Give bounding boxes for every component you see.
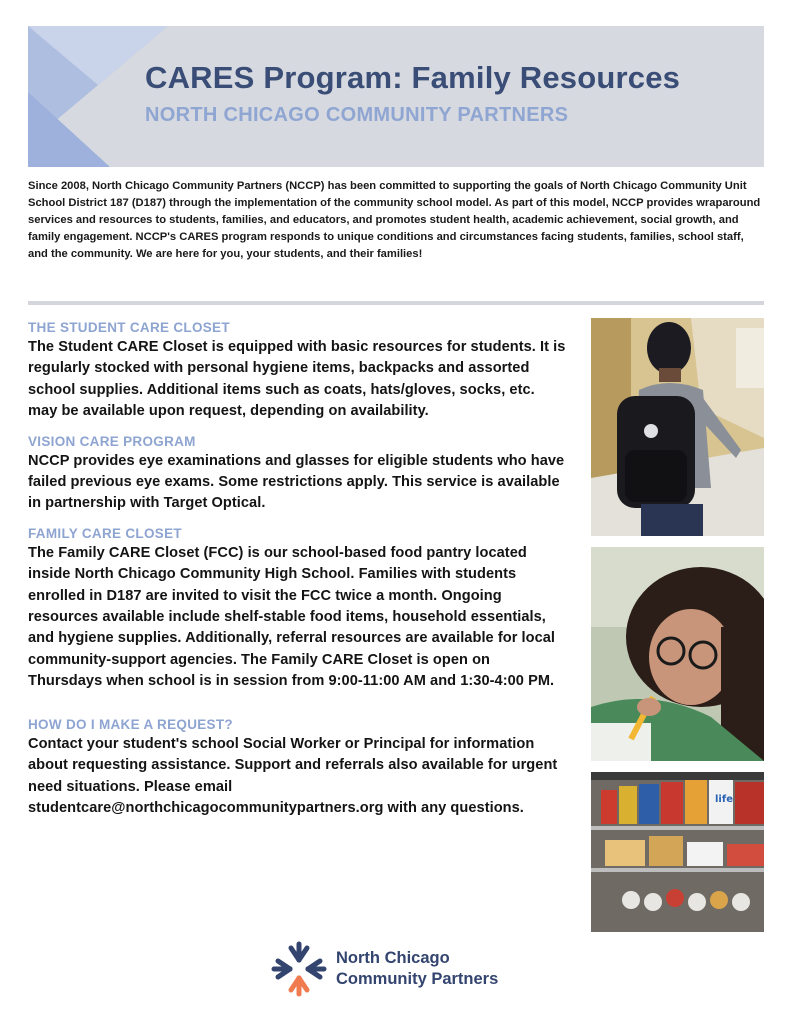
photo-girl-writing [591, 547, 764, 761]
header-banner [28, 26, 764, 167]
cereal-box-logo: life [715, 794, 733, 805]
logo-line-1: North Chicago [336, 949, 450, 967]
nccp-logo-mark-icon [270, 940, 328, 998]
section-vision-care [28, 434, 568, 515]
nccp-logo-text [336, 948, 498, 990]
section-heading: FAMILY CARE CLOSET [28, 525, 182, 541]
section-body: The Student CARE Closet is equipped with basic resources for students. It is regularly stocked with personal hygiene items, backpacks and assorted school supplies. Additional items such as coats, hats/gloves, socks, etc. may be available upon request, depending on availability. [28, 339, 566, 420]
content-column [28, 320, 568, 830]
page-subtitle: NORTH CHICAGO COMMUNITY PARTNERS [145, 104, 569, 126]
section-body: Contact your student's school Social Worker or Principal for information about requesting assistance. Support and referrals also available for urgent need situations. Please email studentcare@northchicagocommunitypartners.org with any questions. [28, 735, 558, 816]
section-body: The Family CARE Closet (FCC) is our school-based food pantry located inside North Chicago Community High School. Families with students enrolled in D187 are invited to visit the FCC twice a month. Ongoing resources available include shelf-stable food items, household essentials, and hygiene supplies. Additionally, referral resources are available for local community-support agencies. The Family CARE Closet is open on Thursdays when school is in session from 9:00-11:00 AM and 1:30-4:00 PM. [28, 544, 556, 690]
nccp-logo [270, 940, 540, 1000]
photo-pantry-shelves [591, 772, 764, 932]
section-heading: THE STUDENT CARE CLOSET [28, 320, 230, 335]
section-heading: HOW DO I MAKE A REQUEST? [28, 716, 233, 732]
banner-triangles [28, 26, 228, 167]
intro-paragraph: Since 2008, North Chicago Community Partners (NCCP) has been committed to supporting the goals of North Chicago Community Unit School District 187 (D187) through the implementation of the community school model. As part of this model, NCCP provides wraparound services and resources to students, families, and educators, and promotes student health, academic achievement, social growth, and family engagement. NCCP's CARES program responds to unique conditions and circumstances facing students, families, school staff, and the community. We are here for you, your students, and their families! [28, 180, 761, 260]
section-divider [28, 301, 764, 305]
section-student-care-closet [28, 320, 568, 423]
section-make-request [28, 717, 568, 820]
logo-line-2: Community Partners [336, 970, 499, 988]
section-heading: VISION CARE PROGRAM [28, 433, 196, 449]
page-title: CARES Program: Family Resources [145, 60, 681, 95]
section-family-care-closet [28, 526, 568, 693]
section-body: NCCP provides eye examinations and glasses for eligible students who have failed previous eye exams. Some restrictions apply. This service is available in partnership with Target Optical. [28, 452, 565, 512]
photo-student-backpack [591, 318, 764, 536]
